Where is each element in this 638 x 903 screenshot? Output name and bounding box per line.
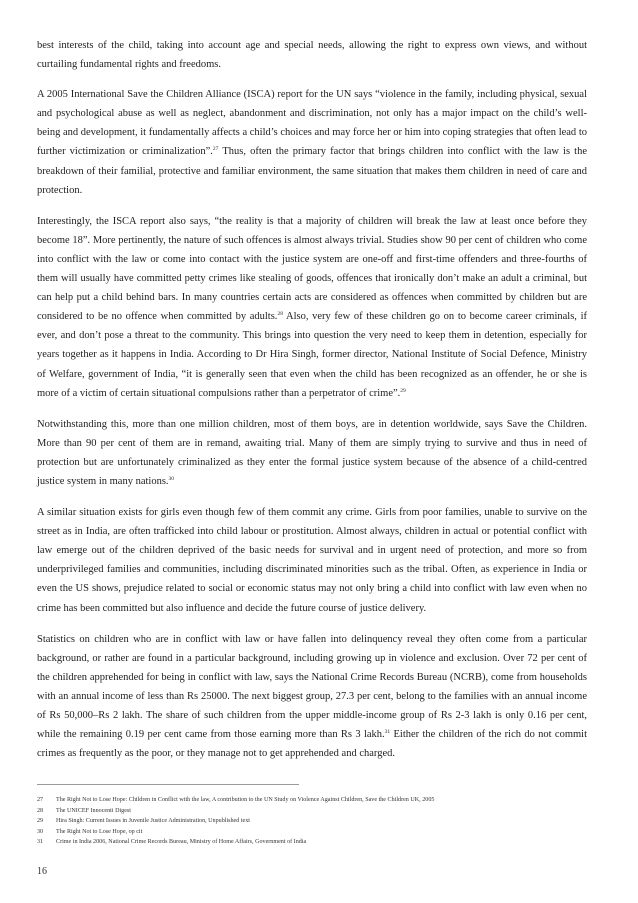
footnote-divider (37, 784, 299, 785)
footnote (37, 806, 597, 817)
footnote-number: 27 (37, 797, 44, 803)
page-number: 16 (37, 866, 47, 877)
footnote (37, 816, 597, 827)
footnote-number: 29 (37, 818, 44, 825)
footnote-reference: 28 (277, 311, 283, 318)
footnote-reference: 31 (384, 729, 391, 736)
footnote (37, 837, 597, 848)
footnote-number: 31 (37, 839, 44, 846)
footnote-reference: 29 (400, 387, 406, 394)
footnote-number: 28 (37, 807, 44, 814)
paragraph: Statistics on children who are in conflict with law or have fallen into delinquency reveal they often come from a particular background, or rather are found in a particular background, including growing up in violence and exclusion. Over 72 per cent of the children apprehended for being in conflict with law, says the National Crime Records Bureau (NCRB), come from households with an annual income of less than Rs 25000. The next biggest group, 27.3 per cent, belong to the families with an annual income of Rs 50,000–Rs 2 lakh. The share of such children from the upper middle-income group of Rs 2-3 lakh is only 0.16 per cent, while the remaining 0.19 per cent came from those earning more than Rs 3 lakh.$^{31}$ Either the children of the rich do not commit crimes as frequently as the poor, or they manage not to get apprehended and charged. (37, 633, 587, 760)
footnote-text: Crime in India 2006, National Crime Records Bureau, Ministry of Home Affairs, Government of India (56, 839, 307, 846)
footnotes (37, 795, 597, 848)
footnote-text: Hira Singh: Current Issues in Juvenile Justice Administration, Unpublished text (56, 818, 250, 825)
paragraph: A 2005 International Save the Children Alliance (ISCA) report for the UN says “violence in the family, including physical, sexual and psychological abuse as well as neglect, abandonment and discrimination, not only has a major impact on the child’s well-being and development, it fundamentally affects a child’s choices and may force her or him into coping strategies that often lead to further victimization or criminalization”.$^{27}$ Thus, often the primary factor that brings children into conflict with the law is the breakdown of their familial, protective and familiar environment, the same situation that makes them children in need of care and protection. (37, 89, 588, 196)
footnote-reference: 27 (212, 146, 219, 153)
paragraph: best interests of the child, taking into account age and special needs, allowing the right to express own views, and without curtailing fundamental rights and freedoms. (37, 40, 587, 71)
footnote-text: The UNICEF Innocenti Digest (56, 807, 131, 814)
paragraph: Notwithstanding this, more than one million children, most of them boys, are in detention worldwide, says Save the Children. More than 90 per cent of them are in remand, awaiting trial. Many of them are simply trying to survive and thus in need of protection but are unfortunately criminalized as they enter the formal justice system because of the absence of a child-centred justice system in many nations.$^{30}$ (37, 418, 587, 487)
footnote-text: The Right Not to Lose Hope: Children in Conflict with the law, A contribution to the UN Study on Violence Against Children, Save the Children UK, 2005 (56, 797, 435, 803)
paragraph: Interestingly, the ISCA report also says, “the reality is that a majority of children will break the law at least once before they become 18”. More pertinently, the nature of such offences is almost always trivial. Studies show 90 per cent of children who come into conflict with the law or come into contact with the justice system are one-off and first-time offenders and three-fourths of them will usually have committed petty crimes like stealing of goods, offences that ironically don’t make an adult a criminal, but can help put a child behind bars. In many countries certain acts are considered as offences when committed by children but are considered to be no offence when committed by adults.$^{28}$ Also, very few of these children go on to become career criminals, if ever, and don’t pose a threat to the community. This brings into question the very need to keep them in detention, especially for years together as it happens in India. According to Dr Hira Singh, former director, National Institute of Social Defence, Ministry of Welfare, government of India, “it is generally seen that even when the child has been recognized as an offender, he or she is more of a victim of certain situational compulsions rather than a perpetrator of crime”.$^{29}$ (37, 215, 587, 399)
paragraph: A similar situation exists for girls even though few of them commit any crime. Girls from poor families, unable to survive on the street as in India, are often trafficked into child labour or prostitution. Almost always, children in actual or potential conflict with law emerge out of the children deprived of the basic needs for survival and in urgent need of protection, and more so from underprivileged families and communities, including discriminated minorities such as the tribal. Often, as experience in India or even the US shows, prejudice related to social or economic status may not only bring a child into conflict with law even when no crime has been committed but also influence and decide the future course of justice delivery. (37, 507, 587, 614)
footnote-reference: 30 (168, 475, 175, 482)
footnote-text: The Right Not to Lose Hope, op cit (56, 828, 143, 835)
body-text (37, 36, 587, 775)
footnote (37, 795, 597, 806)
footnote-number: 30 (37, 828, 44, 835)
footnote (37, 827, 597, 838)
